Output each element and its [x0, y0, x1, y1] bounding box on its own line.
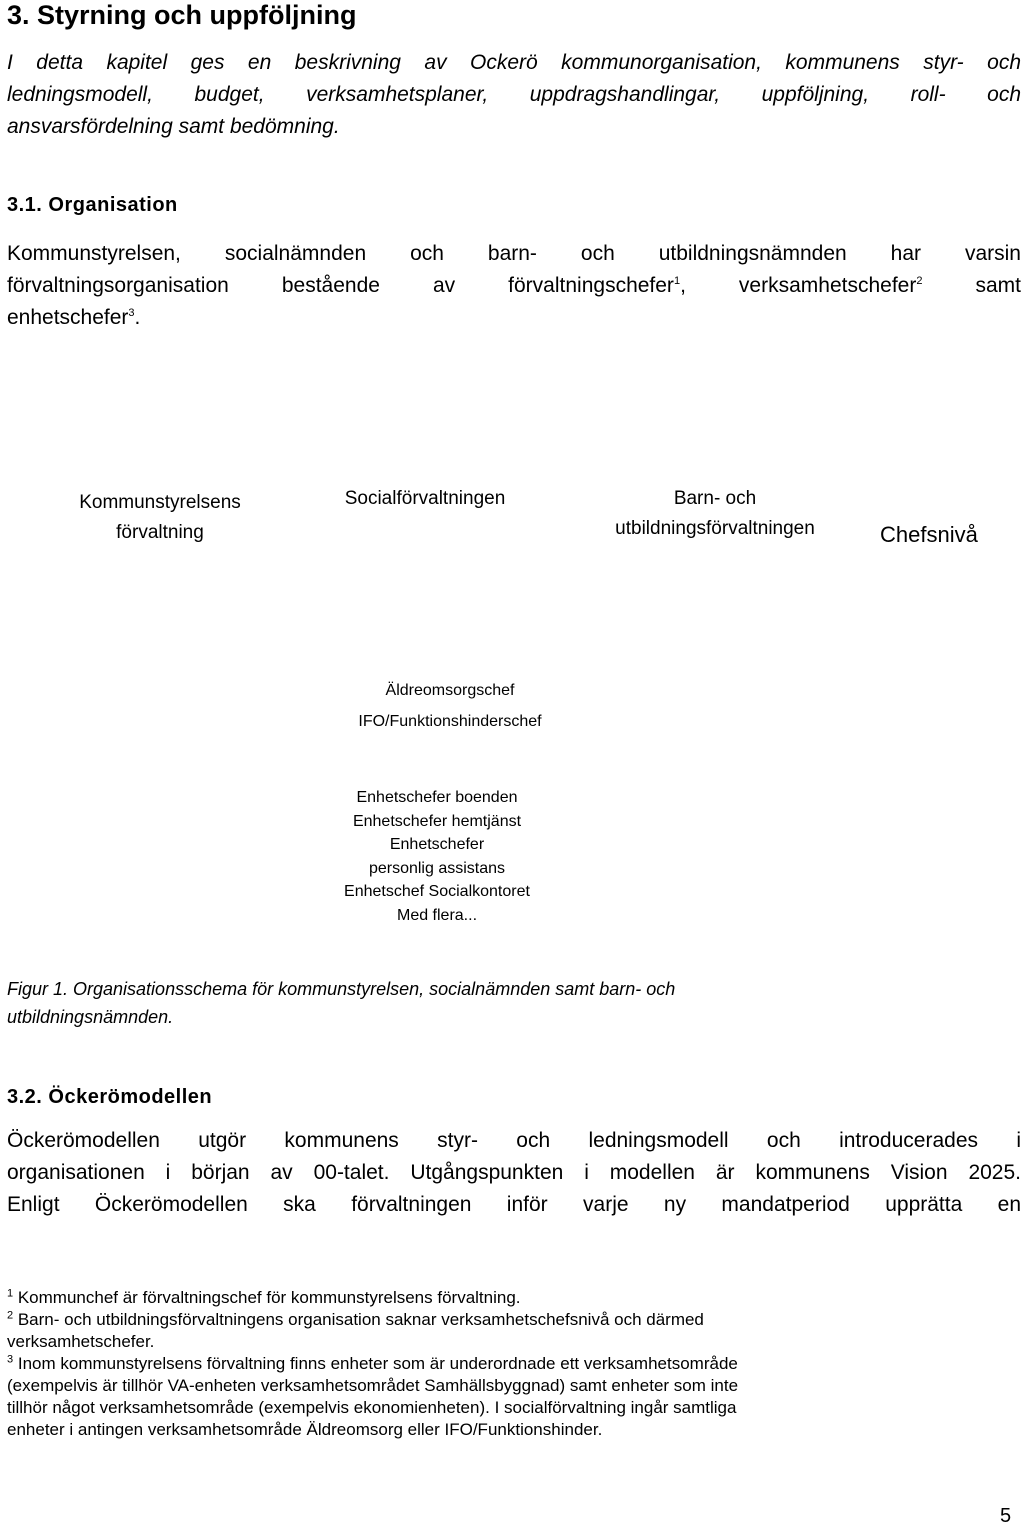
org-chart: [0, 470, 1024, 940]
org-node-label: Barn- och: [673, 488, 757, 509]
organisation-line-2: [7, 270, 1021, 302]
unit-med-flera: Med flera...: [396, 906, 478, 924]
footnote-2-mark: 2: [7, 1309, 14, 1322]
page-number: 5: [1000, 1505, 1012, 1527]
org-node-label: Socialförvaltningen: [344, 488, 506, 509]
org-units: [287, 786, 587, 927]
model-paragraph: [7, 1125, 1021, 1221]
manager-aldreomsorgschef: Äldreomsorgschef: [385, 682, 515, 699]
model-line-1: Öckerömodellen utgör kommunens styr- och ledningsmodell och introducerades i: [7, 1129, 1021, 1152]
organisation-paragraph: [7, 238, 1021, 334]
footnote-3-cont-3: enheter i antingen verksamhetsområde Äldreomsorg eller IFO/Funktionshinder.: [7, 1420, 603, 1439]
footnote-ref-1[interactable]: 1: [673, 275, 681, 287]
unit-enhetschefer-hemtjanst: Enhetschefer hemtjänst: [352, 812, 522, 830]
unit-enhetschefer-personlig-assistans-cont: personlig assistans: [368, 859, 506, 877]
footnote-2-text: Barn- och utbildningsförvaltningens organisation saknar verksamhetschefsnivå och därmed: [13, 1310, 704, 1329]
section-model-heading: 3.2. Öckerömodellen: [7, 1086, 213, 1108]
organisation-line-2-mid: , verksamhetschefer: [680, 274, 917, 297]
organisation-line-3: [7, 302, 1021, 334]
figure-caption-line-2: utbildningsnämnden.: [7, 1007, 174, 1027]
intro-line-3: ansvarsfördelning samt bedömning.: [7, 115, 340, 138]
chefsniva-label: Chefsnivå: [880, 522, 978, 547]
footnote-1: [7, 1287, 1021, 1309]
org-node-barn-och-utbildningsforvaltningen: [590, 484, 840, 544]
footnote-ref-3[interactable]: 3: [128, 307, 135, 319]
footnote-2: [7, 1309, 1021, 1331]
organisation-line-1: Kommunstyrelsen, socialnämnden och barn- och utbildningsnämnden har varsin: [7, 242, 1021, 265]
org-node-socialforvaltningen: [300, 484, 550, 514]
figure-caption: [7, 975, 675, 1031]
manager-ifo-funktionshinderschef: IFO/Funktionshinderschef: [358, 713, 542, 730]
footnote-3-text: Inom kommunstyrelsens förvaltning finns enheter som är underordnade ett verksamhetsområde: [13, 1354, 738, 1373]
org-node-label: utbildningsförvaltningen: [615, 518, 815, 539]
organisation-line-2-end: samt: [922, 274, 1022, 297]
footnote-1-mark: 1: [7, 1287, 14, 1300]
section-organisation-heading: 3.1. Organisation: [7, 194, 178, 216]
footnotes: [7, 1287, 1021, 1441]
footnote-1-text: Kommunchef är förvaltningschef för kommunstyrelsens förvaltning.: [13, 1288, 521, 1307]
model-line-2: organisationen i början av 00-talet. Utgångspunkten i modellen är kommunens Vision 2025.: [7, 1161, 1021, 1184]
unit-enhetschef-socialkontoret: Enhetschef Socialkontoret: [344, 883, 530, 900]
footnote-ref-2[interactable]: 2: [916, 275, 923, 287]
footnote-3-cont-1: (exempelvis är tillhör VA-enheten verksamhetsområdet Samhällsbyggnad) samt enheter som inte: [7, 1376, 739, 1395]
intro-line-1: I detta kapitel ges en beskrivning av Ockerö kommunorganisation, kommunens styr- och: [7, 51, 1021, 74]
unit-enhetschefer-boenden: Enhetschefer boenden: [356, 789, 518, 806]
unit-enhetschefer-personlig-assistans: Enhetschefer: [389, 836, 485, 853]
org-node-kommunstyrelsens-forvaltning: [60, 488, 260, 548]
footnote-2-cont: verksamhetschefer.: [7, 1332, 155, 1351]
org-node-label: förvaltning: [116, 522, 204, 543]
organisation-line-3-end: .: [134, 306, 141, 329]
chapter-intro: [7, 47, 1021, 143]
figure-caption-line-1: Figur 1. Organisationsschema för kommunstyrelsen, socialnämnden samt barn- och: [7, 979, 676, 999]
footnote-3-mark: 3: [7, 1353, 14, 1366]
intro-line-2: ledningsmodell, budget, verksamhetsplaner, uppdragshandlingar, uppföljning, roll- och: [7, 83, 1021, 106]
footnote-3: [7, 1353, 1021, 1375]
org-node-label: Kommunstyrelsens: [79, 492, 241, 513]
chapter-heading: 3. Styrning och uppföljning: [7, 0, 357, 30]
org-managers: [300, 675, 600, 737]
footnote-3-cont-2: tillhör något verksamhetsområde (exempelvis ekonomienheten). I socialförvaltning ingår samtliga: [7, 1398, 737, 1417]
model-line-3: Enligt Öckerömodellen ska förvaltningen inför varje ny mandatperiod upprätta en: [7, 1193, 1021, 1216]
organisation-line-2-text: förvaltningsorganisation bestående av förvaltningschefer: [7, 274, 674, 297]
organisation-line-3-text: enhetschefer: [7, 306, 129, 329]
